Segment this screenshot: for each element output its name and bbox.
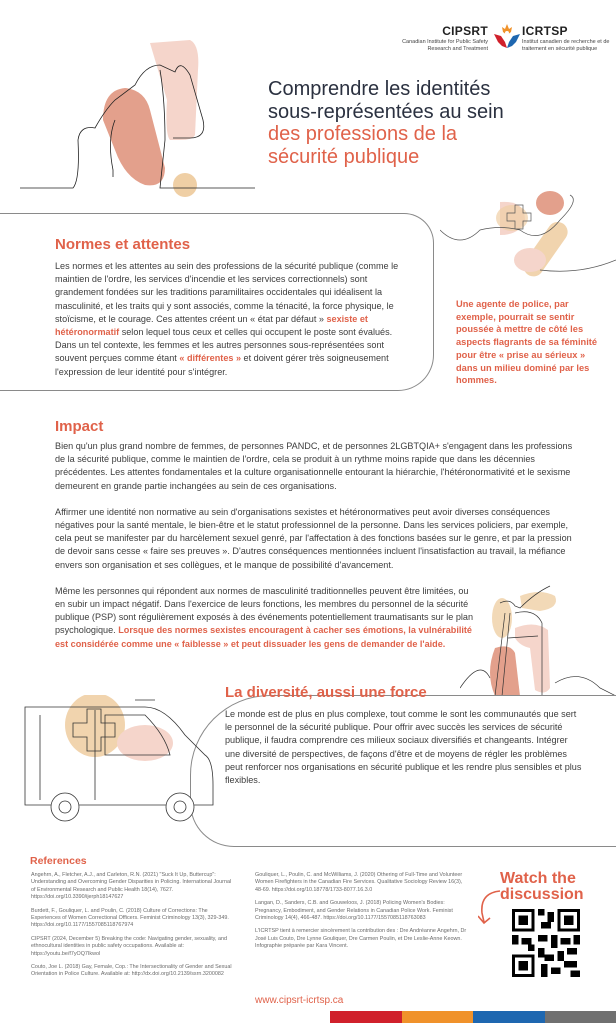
diversity-heading: La diversité, aussi une force [225, 684, 427, 701]
brand-color-bar [330, 1011, 616, 1023]
title-line-2: sous-représentées au sein [268, 100, 504, 123]
norms-text [55, 260, 415, 379]
org-en-name: CIPSRT [442, 24, 488, 38]
watch-line-2: discussion [500, 886, 584, 903]
organization-logo [396, 22, 612, 62]
color-bar-blue [473, 1011, 545, 1023]
references-left-column [31, 872, 236, 979]
curved-arrow-icon [478, 888, 506, 928]
org-fr-subtitle: Institut canadien de recherche et de traitement en sécurité publique [522, 39, 610, 52]
sidebar-quote: Une agente de police, par exemple, pourrait se sentir poussée à mettre de côté les aspects flagrants de sa féminité pour être « prise au sérieux » dans un milieu dominé par les hommes. [456, 299, 598, 386]
website-link[interactable]: www.cipsrt-icrtsp.ca [255, 995, 344, 1006]
impact-paragraph-3 [55, 585, 475, 651]
diversity-text: Le monde est de plus en plus complexe, tout comme le sont les communautés que sert le personnel de la sécurité publique. Pour offrir avec succès les services de sécurité publique, il faudra comprendre ces milieux sociaux diversifiés et changeants. Intégrer une diversité de perspectives, de façons d'être et de moyens de régler les problèmes peut renforcer nos organisations en sécurité publique et les rendre plus sensibles et plus flexibles. [225, 709, 582, 786]
impact-paragraph-1: Bien qu'un plus grand nombre de femmes, de personnes PANDC, et de personnes 2LGBTQIA+ s'engagent dans les professions de la sécurité publique, comme le maintien de l'ordre, cela se produit à un rythme moins rapide que dans les décennies précédentes. Les attentes fondamentales et la culture organisationnelle entourant la hiérarchie, l'hétéronormativité et le sexisme demeurent en grande partie inchangées au sein de ces organisations. [55, 441, 573, 491]
impact-heading: Impact [55, 418, 104, 435]
color-bar-red [330, 1011, 402, 1023]
reference-item: Burdett, F., Gouliquer, L. and Poulin, C. (2018) Culture of Corrections: The Experiences of Women Correctional Officers. Feminist Criminology 13(3), 329-349. https://doi.org/10.1177/1557085118767974 [31, 907, 229, 929]
norms-text-part-3: et doivent gérer très soigneusement l'expression de leur identité pour s'intégrer. [55, 353, 389, 377]
color-bar-orange [402, 1011, 474, 1023]
telephone-illustration [440, 190, 616, 285]
references-right-column [255, 872, 470, 951]
norms-highlight-sexist: sexiste et hétéronormatif [55, 313, 368, 338]
watch-line-1: Watch the [500, 870, 576, 887]
page-title [268, 78, 568, 168]
color-bar-gray [545, 1011, 616, 1023]
references-heading: References [30, 855, 87, 867]
reference-item: CIPSRT (2024, December 5) Breaking the code: Navigating gender, sexuality, and ethnocultural identities in public safety occupations. Available at: https://youtu.be/f7yOQ7Ikwol [31, 935, 227, 957]
title-line-4: sécurité publique [268, 145, 420, 168]
impact-paragraph-3-text: Même les personnes qui répondent aux normes de masculinité traditionnelles peuvent être limitées, ou en subir un impact négatif. Dans l'exercice de leurs fonctions, les membres du personnel de la sécurité publique (PSP) sont régulièrement exposés à des événements potentiellement traumatisants sur le plan psychologique. [55, 585, 474, 636]
person-illustration [15, 40, 260, 210]
maple-leaf-icon [492, 22, 522, 52]
org-fr-name: ICRTSP [522, 24, 568, 38]
impact-paragraph-2: Affirmer une identité non normative au sein d'organisations sexistes et hétéronormatives peut avoir diverses conséquences négatives pour la santé mentale, le bien-être et le statut professionnel de la personne. Dans les services policiers, par exemple, cela peut se manifester par du harcèlement sexuel genré, par l'affectation à des fonctions basées sur le genre, et par la pression de devoir sans cesse « faire ses preuves ». D'autres conséquences mentionnées incluent l'insatisfaction au travail, la méfiance envers son organisation et ses collègues, et le manque de possibilité d'avancement. [55, 506, 572, 570]
org-en-subtitle: Canadian Institute for Public Safety Research and Treatment [402, 39, 488, 52]
fire-extinguisher-illustration [460, 578, 616, 696]
reference-item: Gouliquer, L., Poulin, C. and McWilliams, J. (2020) Othering of Full-Time and Volunteer Women Firefighters in the Canadian Fire Services. Qualitative Sociology Review 16(3), 48-69. https://doi.org/10.18778/1733-8077.16.3.0 [255, 872, 463, 893]
reference-item: Angehrn, A., Fletcher, A.J., and Carleton, R.N. (2021) "Suck It Up, Buttercup": Understanding and Overcoming Gender Disparities in Policing. International Journal of Environmental Research and Public Health 18(14), 7627. https://doi.org/10.3390/ijerph18147627 [31, 872, 232, 901]
norms-text-part-2: selon lequel tous ceux et celles qui occupent le poste sont évalués. Dans un tel contexte, les femmes et les autres personnes sous-représentées sont souvent perçues comme étant [55, 327, 393, 364]
title-line-3: des professions de la [268, 123, 458, 145]
reference-item: Couto, Joe L. (2018) Gay, Female, Cop.: The Intersectionality of Gender and Sexual Orientation in Police Culture. Available at: http://dx.doi.org/10.2139/ssrn.3200082 [31, 964, 232, 978]
title-line-1: Comprendre les identités [268, 78, 491, 100]
norms-highlight-different: « différentes » [179, 353, 242, 364]
norms-text-part-1: Les normes et les attentes au sein des professions de la sécurité publique (comme le maintien de l'ordre, les services d'incendie et les services correctionnels) sont grandement fondées sur les traditions paramilitaires occidentales qui idéalisent la masculinité, et les traits qui y sont associés, comme la ténacité, la force physique, le stoïcisme, et le courage. Ces attentes créent un « état par défaut » [55, 261, 399, 324]
impact-paragraph-3-highlight: Lorsque des normes sexistes encouragent à cacher ses émotions, la vulnérabilité est considérée comme une « faiblesse » et peut dissuader les gens de demander de l'aide. [55, 625, 472, 649]
qr-code[interactable] [511, 909, 581, 977]
norms-heading: Normes et attentes [55, 236, 191, 253]
norms-section [55, 236, 415, 379]
diversity-section [225, 684, 585, 787]
ambulance-illustration [15, 695, 225, 835]
reference-item: Langan, D., Sanders, C.B. and Gouweloos, J. (2018) Policing Women's Bodies: Pregnancy, Embodiment, and Gender Relations in Canadian Police Work. Feminist Criminology 14(4), 466-487. https://doi.org/10.1177/1557085118763083 [255, 900, 453, 922]
watch-discussion-label [500, 871, 584, 903]
acknowledgements: L'ICRTSP tient à remercier sincèrement la contribution des : Dre Andréanne Angehrn, Dr José Luis Couto, Dre Lynne Gouliquer, Dre Carmen Poulin, et Dre Leslie-Anne Keown. Infographie préparée par Kara Vincent. [255, 928, 467, 950]
